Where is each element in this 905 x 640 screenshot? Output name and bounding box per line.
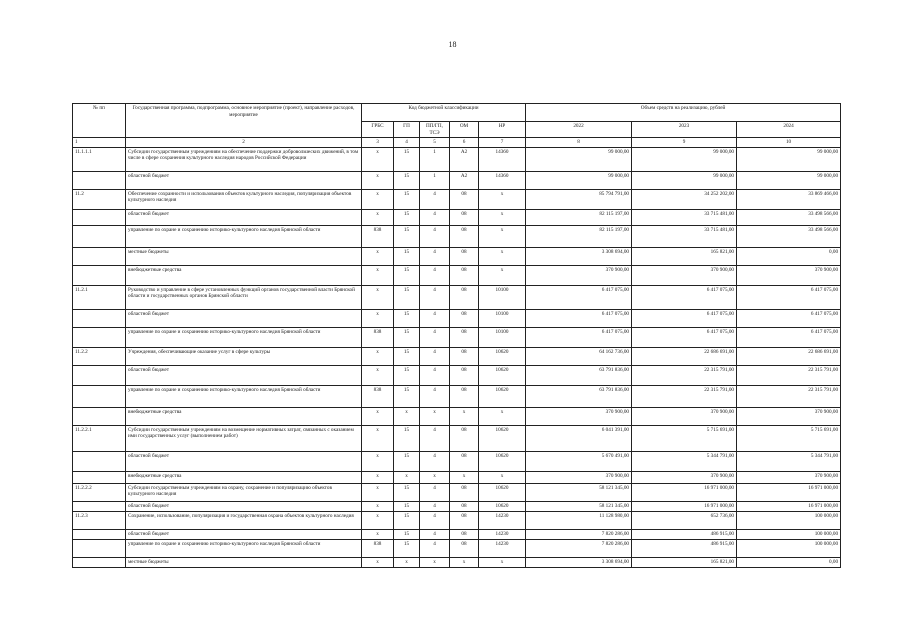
row-amount-2024: 6 417 075,00 bbox=[737, 285, 841, 309]
row-amount-2024: 0,00 bbox=[737, 247, 841, 265]
row-name: управление по охране и сохранению историко-культурного наследия Брянской области bbox=[126, 225, 362, 247]
header-pp: ПП/ГП, ТСЭ bbox=[420, 122, 450, 138]
row-amount-2024: 100 000,00 bbox=[737, 539, 841, 557]
row-amount-2023: 22 315 791,00 bbox=[632, 385, 737, 407]
row-name: областной бюджет bbox=[126, 451, 362, 471]
row-om: 08 bbox=[450, 539, 479, 557]
row-name: областной бюджет bbox=[126, 529, 362, 539]
header-no: № пп bbox=[73, 104, 126, 138]
header-om: ОМ bbox=[450, 122, 479, 138]
row-nr: 10620 bbox=[479, 365, 526, 385]
row-om: 08 bbox=[450, 347, 479, 365]
row-number bbox=[73, 247, 126, 265]
row-amount-2024: 22 686 691,00 bbox=[737, 347, 841, 365]
row-gp: 15 bbox=[394, 451, 420, 471]
row-amount-2024: 6 417 075,00 bbox=[737, 309, 841, 327]
row-name: Субсидии государственным учреждениям на охрану, сохранение и популяризацию объектов культурного наследия bbox=[126, 483, 362, 501]
row-name: Субсидии государственным учреждениям на возмещение нормативных затрат, связанных с оказанием ими государственных услуг (выполнением работ) bbox=[126, 425, 362, 451]
row-om: 08 bbox=[450, 327, 479, 347]
row-pp: х bbox=[420, 557, 450, 567]
row-nr: х bbox=[479, 225, 526, 247]
row-number bbox=[73, 171, 126, 189]
row-gp: 15 bbox=[394, 501, 420, 511]
row-name: Субсидии государственным учреждениям на обеспечение поддержки добровольческих движений, в том числе в сфере сохранения культурного наследия народов Российской Федерации bbox=[126, 147, 362, 171]
row-om: 08 bbox=[450, 451, 479, 471]
row-amount-2022: 6 041 391,00 bbox=[526, 425, 632, 451]
row-amount-2022: 64 162 736,00 bbox=[526, 347, 632, 365]
row-gp: 15 bbox=[394, 265, 420, 285]
row-gp: 15 bbox=[394, 327, 420, 347]
row-nr: 10620 bbox=[479, 385, 526, 407]
row-pp: 4 bbox=[420, 225, 450, 247]
row-name: областной бюджет bbox=[126, 209, 362, 225]
row-amount-2022: 7 820 286,00 bbox=[526, 529, 632, 539]
row-om: х bbox=[450, 471, 479, 483]
row-grbs: х bbox=[362, 189, 394, 209]
budget-table bbox=[72, 103, 841, 568]
row-grbs: х bbox=[362, 557, 394, 567]
table-row bbox=[73, 451, 841, 471]
row-amount-2023: 5 715 691,00 bbox=[632, 425, 737, 451]
row-nr: 10620 bbox=[479, 501, 526, 511]
row-pp: 4 bbox=[420, 209, 450, 225]
row-gp: 15 bbox=[394, 529, 420, 539]
row-gp: 15 bbox=[394, 147, 420, 171]
row-nr: 10100 bbox=[479, 285, 526, 309]
row-number bbox=[73, 501, 126, 511]
row-amount-2023: 16 971 000,00 bbox=[632, 501, 737, 511]
row-amount-2024: 33 498 566,00 bbox=[737, 209, 841, 225]
row-number bbox=[73, 209, 126, 225]
row-amount-2023: 370 900,00 bbox=[632, 265, 737, 285]
row-amount-2024: 99 000,00 bbox=[737, 171, 841, 189]
row-grbs: х bbox=[362, 171, 394, 189]
row-amount-2023: 33 715 481,00 bbox=[632, 209, 737, 225]
row-name: областной бюджет bbox=[126, 365, 362, 385]
row-amount-2023: 165 821,00 bbox=[632, 557, 737, 567]
row-pp: 4 bbox=[420, 451, 450, 471]
row-amount-2022: 370 900,00 bbox=[526, 471, 632, 483]
row-pp: 4 bbox=[420, 483, 450, 501]
row-gp: х bbox=[394, 557, 420, 567]
row-om: 08 bbox=[450, 247, 479, 265]
row-om: 08 bbox=[450, 189, 479, 209]
row-om: 08 bbox=[450, 529, 479, 539]
row-amount-2024: 6 417 075,00 bbox=[737, 327, 841, 347]
row-om: 08 bbox=[450, 365, 479, 385]
row-gp: 15 bbox=[394, 309, 420, 327]
row-name: управление по охране и сохранению историко-культурного наследия Брянской области bbox=[126, 385, 362, 407]
row-amount-2023: 370 900,00 bbox=[632, 407, 737, 425]
row-gp: 15 bbox=[394, 171, 420, 189]
row-nr: 10620 bbox=[479, 451, 526, 471]
row-amount-2024: 22 315 791,00 bbox=[737, 385, 841, 407]
column-number: 9 bbox=[632, 138, 737, 148]
row-amount-2022: 85 794 791,00 bbox=[526, 189, 632, 209]
column-number: 3 bbox=[362, 138, 394, 148]
row-gp: 15 bbox=[394, 425, 420, 451]
row-amount-2024: 370 900,00 bbox=[737, 407, 841, 425]
row-amount-2022: 5 670 491,00 bbox=[526, 451, 632, 471]
row-om: А2 bbox=[450, 171, 479, 189]
row-grbs: х bbox=[362, 365, 394, 385]
column-number: 2 bbox=[126, 138, 362, 148]
row-amount-2024: 33 869 466,00 bbox=[737, 189, 841, 209]
table-row bbox=[73, 511, 841, 529]
row-gp: 15 bbox=[394, 539, 420, 557]
row-nr: 10620 bbox=[479, 483, 526, 501]
row-name: местные бюджеты bbox=[126, 247, 362, 265]
row-gp: 15 bbox=[394, 285, 420, 309]
row-om: 08 bbox=[450, 511, 479, 529]
row-number bbox=[73, 451, 126, 471]
row-pp: 4 bbox=[420, 327, 450, 347]
row-nr: х bbox=[479, 247, 526, 265]
row-grbs: х bbox=[362, 309, 394, 327]
row-grbs: х bbox=[362, 529, 394, 539]
row-amount-2023: 486 915,00 bbox=[632, 529, 737, 539]
row-name: Обеспечение сохранности и использования объектов культурного наследия, популяризация объектов культурного наследия bbox=[126, 189, 362, 209]
row-name: областной бюджет bbox=[126, 309, 362, 327]
row-grbs: х bbox=[362, 483, 394, 501]
row-om: 08 bbox=[450, 285, 479, 309]
row-number bbox=[73, 309, 126, 327]
row-om: 08 bbox=[450, 425, 479, 451]
table-row bbox=[73, 147, 841, 171]
row-number: 11.2.3 bbox=[73, 511, 126, 529]
row-amount-2023: 99 000,00 bbox=[632, 147, 737, 171]
row-name: Сохранение, использование, популяризация и государственная охрана объектов культурного наследия bbox=[126, 511, 362, 529]
row-name: внебюджетные средства bbox=[126, 407, 362, 425]
row-amount-2022: 99 000,00 bbox=[526, 171, 632, 189]
row-amount-2022: 6 417 075,00 bbox=[526, 285, 632, 309]
row-nr: х bbox=[479, 471, 526, 483]
row-pp: 4 bbox=[420, 365, 450, 385]
row-amount-2023: 99 000,00 bbox=[632, 171, 737, 189]
row-nr: х bbox=[479, 189, 526, 209]
row-pp: 4 bbox=[420, 511, 450, 529]
row-amount-2023: 16 971 000,00 bbox=[632, 483, 737, 501]
row-amount-2023: 6 417 075,00 bbox=[632, 309, 737, 327]
table-row bbox=[73, 285, 841, 309]
row-grbs: х bbox=[362, 147, 394, 171]
row-om: х bbox=[450, 407, 479, 425]
row-nr: 14360 bbox=[479, 171, 526, 189]
row-name: областной бюджет bbox=[126, 171, 362, 189]
table-row bbox=[73, 501, 841, 511]
row-name: внебюджетные средства bbox=[126, 265, 362, 285]
row-amount-2024: 99 000,00 bbox=[737, 147, 841, 171]
table-row bbox=[73, 539, 841, 557]
row-grbs: 838 bbox=[362, 225, 394, 247]
row-name: управление по охране и сохранению историко-культурного наследия Брянской области bbox=[126, 327, 362, 347]
row-nr: х bbox=[479, 265, 526, 285]
row-pp: 4 bbox=[420, 265, 450, 285]
row-name: внебюджетные средства bbox=[126, 471, 362, 483]
row-nr: х bbox=[479, 407, 526, 425]
row-om: 08 bbox=[450, 265, 479, 285]
row-amount-2022: 63 791 836,00 bbox=[526, 365, 632, 385]
row-amount-2022: 99 000,00 bbox=[526, 147, 632, 171]
row-pp: х bbox=[420, 471, 450, 483]
row-grbs: х bbox=[362, 347, 394, 365]
column-number: 6 bbox=[450, 138, 479, 148]
row-amount-2023: 22 315 791,00 bbox=[632, 365, 737, 385]
row-gp: 15 bbox=[394, 385, 420, 407]
row-amount-2024: 5 344 791,00 bbox=[737, 451, 841, 471]
row-amount-2022: 7 820 286,00 bbox=[526, 539, 632, 557]
row-nr: 10100 bbox=[479, 327, 526, 347]
table-row bbox=[73, 365, 841, 385]
row-grbs: х bbox=[362, 209, 394, 225]
row-number: 11.2.2.2 bbox=[73, 483, 126, 501]
row-amount-2024: 100 000,00 bbox=[737, 529, 841, 539]
row-amount-2022: 3 308 694,00 bbox=[526, 557, 632, 567]
table-row bbox=[73, 347, 841, 365]
row-gp: х bbox=[394, 407, 420, 425]
header-amount-group: Объем средств на реализацию, рублей bbox=[526, 104, 841, 122]
row-om: х bbox=[450, 557, 479, 567]
row-name: управление по охране и сохранению историко-культурного наследия Брянской области bbox=[126, 539, 362, 557]
table-row bbox=[73, 425, 841, 451]
row-amount-2024: 5 715 691,00 bbox=[737, 425, 841, 451]
table-row bbox=[73, 385, 841, 407]
header-name: Государственная программа, подпрограмма, основное мероприятие (проект), направление расходов, мероприятие bbox=[126, 104, 362, 138]
header-2024: 2024 bbox=[737, 122, 841, 138]
column-number: 5 bbox=[420, 138, 450, 148]
row-name: местные бюджеты bbox=[126, 557, 362, 567]
row-gp: 15 bbox=[394, 189, 420, 209]
row-amount-2024: 16 971 000,00 bbox=[737, 483, 841, 501]
row-number bbox=[73, 385, 126, 407]
row-number bbox=[73, 365, 126, 385]
row-number: 11.1.1.1 bbox=[73, 147, 126, 171]
table-row bbox=[73, 265, 841, 285]
column-number-row bbox=[73, 138, 841, 148]
row-gp: 15 bbox=[394, 483, 420, 501]
row-pp: х bbox=[420, 407, 450, 425]
row-number bbox=[73, 471, 126, 483]
header-nr: НР bbox=[479, 122, 526, 138]
row-number bbox=[73, 529, 126, 539]
row-grbs: х bbox=[362, 451, 394, 471]
row-amount-2022: 82 115 197,00 bbox=[526, 209, 632, 225]
row-nr: 10100 bbox=[479, 309, 526, 327]
row-grbs: х bbox=[362, 511, 394, 529]
row-om: 08 bbox=[450, 501, 479, 511]
row-nr: 14230 bbox=[479, 539, 526, 557]
row-amount-2023: 5 344 791,00 bbox=[632, 451, 737, 471]
row-pp: 4 bbox=[420, 189, 450, 209]
table-body bbox=[73, 147, 841, 567]
row-nr: 14230 bbox=[479, 529, 526, 539]
row-amount-2022: 58 121 345,00 bbox=[526, 501, 632, 511]
page-number: 18 bbox=[448, 40, 457, 49]
row-grbs: 838 bbox=[362, 327, 394, 347]
row-amount-2023: 6 417 075,00 bbox=[632, 285, 737, 309]
row-om: А2 bbox=[450, 147, 479, 171]
row-amount-2023: 165 821,00 bbox=[632, 247, 737, 265]
row-pp: 4 bbox=[420, 539, 450, 557]
table-row bbox=[73, 309, 841, 327]
row-nr: х bbox=[479, 557, 526, 567]
row-amount-2022: 11 128 980,00 bbox=[526, 511, 632, 529]
row-grbs: х bbox=[362, 407, 394, 425]
table-row bbox=[73, 189, 841, 209]
row-pp: 4 bbox=[420, 247, 450, 265]
row-om: 08 bbox=[450, 385, 479, 407]
row-amount-2022: 63 791 836,00 bbox=[526, 385, 632, 407]
table-row bbox=[73, 483, 841, 501]
row-amount-2024: 16 971 000,00 bbox=[737, 501, 841, 511]
row-number: 11.2 bbox=[73, 189, 126, 209]
row-amount-2024: 100 000,00 bbox=[737, 511, 841, 529]
header-code-group: Код бюджетной классификации bbox=[362, 104, 526, 122]
header-grbs: ГРБС bbox=[362, 122, 394, 138]
column-number: 10 bbox=[737, 138, 841, 148]
column-number: 1 bbox=[73, 138, 126, 148]
row-amount-2024: 0,00 bbox=[737, 557, 841, 567]
row-pp: 4 bbox=[420, 501, 450, 511]
column-number: 7 bbox=[479, 138, 526, 148]
row-nr: 10620 bbox=[479, 425, 526, 451]
row-pp: 1 bbox=[420, 171, 450, 189]
row-om: 08 bbox=[450, 209, 479, 225]
row-amount-2024: 370 900,00 bbox=[737, 471, 841, 483]
row-om: 08 bbox=[450, 483, 479, 501]
row-amount-2024: 370 900,00 bbox=[737, 265, 841, 285]
row-amount-2022: 58 121 345,00 bbox=[526, 483, 632, 501]
row-amount-2024: 22 315 791,00 bbox=[737, 365, 841, 385]
row-number bbox=[73, 225, 126, 247]
row-grbs: х bbox=[362, 471, 394, 483]
table-row bbox=[73, 529, 841, 539]
row-om: 08 bbox=[450, 225, 479, 247]
row-grbs: х bbox=[362, 265, 394, 285]
row-pp: 4 bbox=[420, 285, 450, 309]
row-number: 11.2.2.1 bbox=[73, 425, 126, 451]
table-row bbox=[73, 209, 841, 225]
row-name: Руководство и управление в сфере установленных функций органов государственной власти Брянской области и государственных органов Брянской области bbox=[126, 285, 362, 309]
row-amount-2023: 652 736,00 bbox=[632, 511, 737, 529]
row-amount-2022: 6 417 075,00 bbox=[526, 309, 632, 327]
table-row bbox=[73, 327, 841, 347]
table-row bbox=[73, 407, 841, 425]
row-number bbox=[73, 407, 126, 425]
row-grbs: х bbox=[362, 285, 394, 309]
row-amount-2022: 82 115 197,00 bbox=[526, 225, 632, 247]
row-amount-2023: 6 417 075,00 bbox=[632, 327, 737, 347]
row-number: 11.2.2 bbox=[73, 347, 126, 365]
table-row bbox=[73, 225, 841, 247]
row-number bbox=[73, 539, 126, 557]
table-row bbox=[73, 557, 841, 567]
row-amount-2023: 370 900,00 bbox=[632, 471, 737, 483]
row-nr: 14360 bbox=[479, 147, 526, 171]
row-number: 11.2.1 bbox=[73, 285, 126, 309]
row-om: 08 bbox=[450, 309, 479, 327]
row-amount-2022: 6 417 075,00 bbox=[526, 327, 632, 347]
row-number bbox=[73, 557, 126, 567]
row-pp: 4 bbox=[420, 309, 450, 327]
table-row bbox=[73, 171, 841, 189]
column-number: 4 bbox=[394, 138, 420, 148]
row-gp: 15 bbox=[394, 225, 420, 247]
header-2022: 2022 bbox=[526, 122, 632, 138]
row-pp: 4 bbox=[420, 529, 450, 539]
row-amount-2022: 370 900,00 bbox=[526, 407, 632, 425]
row-grbs: х bbox=[362, 501, 394, 511]
row-amount-2024: 33 498 566,00 bbox=[737, 225, 841, 247]
header-2023: 2023 bbox=[632, 122, 737, 138]
row-amount-2023: 22 686 691,00 bbox=[632, 347, 737, 365]
row-nr: х bbox=[479, 209, 526, 225]
row-grbs: 838 bbox=[362, 539, 394, 557]
table-row bbox=[73, 247, 841, 265]
row-amount-2023: 33 715 481,00 bbox=[632, 225, 737, 247]
row-amount-2022: 370 900,00 bbox=[526, 265, 632, 285]
row-grbs: 838 bbox=[362, 385, 394, 407]
row-name: областной бюджет bbox=[126, 501, 362, 511]
row-gp: х bbox=[394, 471, 420, 483]
row-name: Учреждения, обеспечивающие оказание услуг в сфере культуры bbox=[126, 347, 362, 365]
table-row bbox=[73, 471, 841, 483]
row-nr: 14230 bbox=[479, 511, 526, 529]
row-amount-2022: 3 308 694,00 bbox=[526, 247, 632, 265]
row-gp: 15 bbox=[394, 347, 420, 365]
row-grbs: х bbox=[362, 247, 394, 265]
row-gp: 15 bbox=[394, 209, 420, 225]
row-pp: 1 bbox=[420, 147, 450, 171]
row-pp: 4 bbox=[420, 425, 450, 451]
row-number bbox=[73, 327, 126, 347]
row-pp: 4 bbox=[420, 347, 450, 365]
row-gp: 15 bbox=[394, 365, 420, 385]
row-gp: 15 bbox=[394, 511, 420, 529]
row-grbs: х bbox=[362, 425, 394, 451]
row-nr: 10620 bbox=[479, 347, 526, 365]
column-number: 8 bbox=[526, 138, 632, 148]
row-amount-2023: 486 915,00 bbox=[632, 539, 737, 557]
row-number bbox=[73, 265, 126, 285]
row-amount-2023: 34 252 202,00 bbox=[632, 189, 737, 209]
row-pp: 4 bbox=[420, 385, 450, 407]
header-gp: ГП bbox=[394, 122, 420, 138]
row-gp: 15 bbox=[394, 247, 420, 265]
